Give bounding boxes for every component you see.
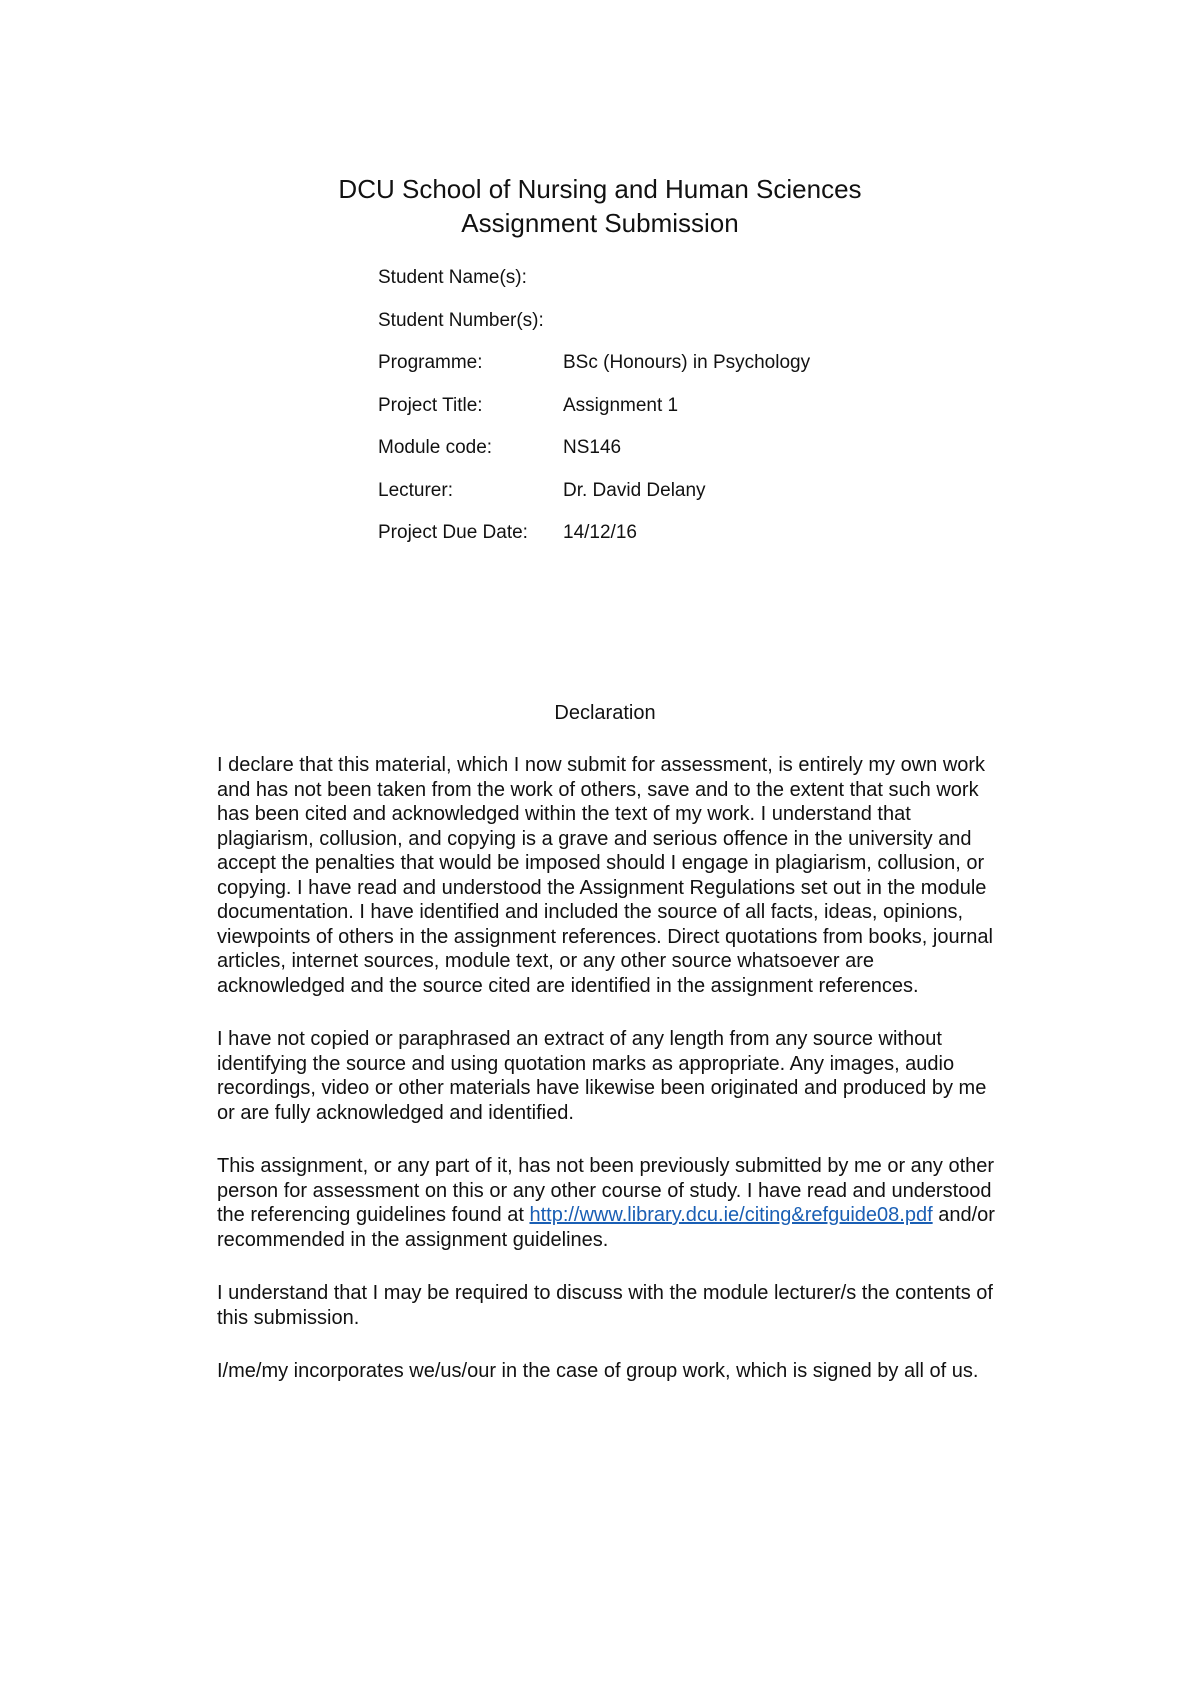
project-title-value: Assignment 1: [563, 394, 679, 416]
declaration-paragraph-2: I have not copied or paraphrased an extract of any length from any source without identifying the source and using quotation marks as appropriate. Any images, audio recordings, video or other materials have likewise been originated and produced by me or are fully acknowledged and identified.: [217, 1028, 987, 1124]
due-date-value: 14/12/16: [563, 522, 637, 543]
school-title: DCU School of Nursing and Human Sciences: [338, 174, 862, 204]
field-row-student-numbers: [378, 309, 963, 352]
lecturer-value: Dr. David Delany: [563, 479, 706, 501]
declaration-body: [217, 753, 997, 1413]
paragraph-3-text-before: This assignment, or any part of it, has not been previously submitted by me or any other person for assessment on this or any other course of study. I have read and understood the referencing guidelines found at: [217, 1155, 995, 1226]
due-date-label: Project Due Date:: [378, 522, 528, 543]
referencing-guide-link[interactable]: http://www.library.dcu.ie/citing&refguide08.pdf: [529, 1204, 933, 1226]
programme-label: Programme:: [378, 352, 483, 373]
declaration-paragraph-1: I declare that this material, which I now submit for assessment, is entirely my own work and has not been taken from the work of others, save and to the extent that such work has been cited and acknowledged within the text of my work. I understand that plagiarism, collusion, and copying is a grave and serious offence in the university and accept the penalties that would be imposed should I engage in plagiarism, collusion, or copying. I have read and understood the Assignment Regulations set out in the module documentation. I have identified and included the source of all facts, ideas, opinions, viewpoints of others in the assignment references. Direct quotations from books, journal articles, internet sources, module text, or any other source whatsoever are acknowledged and the source cited are identified in the assignment references.: [217, 754, 993, 997]
student-names-label: Student Name(s):: [378, 267, 527, 288]
declaration-heading: Declaration: [554, 702, 656, 724]
programme-value: BSc (Honours) in Psychology: [563, 352, 811, 373]
student-names-value: [563, 266, 963, 309]
submission-details-table: [378, 266, 963, 564]
student-numbers-value: [563, 309, 963, 352]
declaration-paragraph-5: I/me/my incorporates we/us/our in the case of group work, which is signed by all of us.: [217, 1360, 979, 1382]
title-block: [0, 172, 1200, 240]
field-row-student-names: [378, 266, 963, 309]
student-numbers-label: Student Number(s):: [378, 309, 544, 331]
document-subtitle: Assignment Submission: [461, 208, 739, 238]
paragraph-3-text-after: and/or recommended in the assignment guidelines.: [217, 1204, 995, 1251]
field-row-module-code: [378, 436, 963, 479]
field-row-due-date: [378, 521, 963, 564]
declaration-paragraph-4: I understand that I may be required to discuss with the module lecturer/s the contents of this submission.: [217, 1282, 993, 1329]
declaration-paragraph-3: [217, 1154, 997, 1252]
module-code-value: NS146: [563, 437, 622, 458]
project-title-label: Project Title:: [378, 394, 483, 416]
field-row-programme: [378, 351, 963, 394]
lecturer-label: Lecturer:: [378, 479, 453, 501]
field-row-lecturer: [378, 479, 963, 522]
module-code-label: Module code:: [378, 437, 493, 458]
field-row-project-title: [378, 394, 963, 437]
